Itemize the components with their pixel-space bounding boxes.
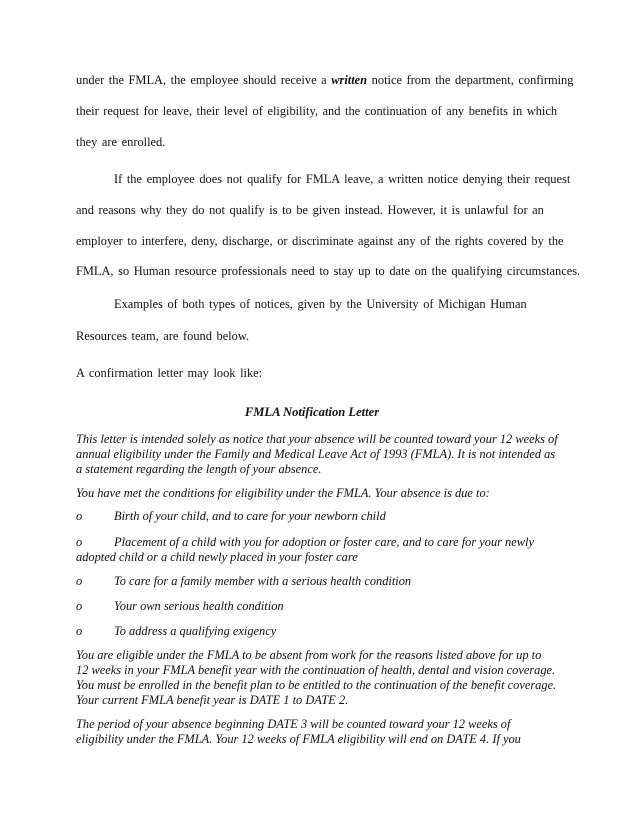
paragraph-1-line-2: their request for leave, their level of eligibility, and the continuation of any benefits in which (76, 104, 558, 118)
letter-period-line-1: The period of your absence beginning DATE 3 will be counted toward your 12 weeks of (76, 717, 511, 731)
letter-eligible-line-3: You must be enrolled in the benefit plan to be entitled to the continuation of the benefit coverage. (76, 678, 557, 692)
paragraph-3-line-2: Resources team, are found below. (76, 329, 250, 343)
bullet-marker: o (76, 624, 83, 638)
letter-title: FMLA Notification Letter (244, 405, 380, 419)
paragraph-1-line-3: they are enrolled. (76, 135, 166, 149)
letter-eligible-line-4: Your current FMLA benefit year is DATE 1 to DATE 2. (76, 693, 349, 707)
letter-intro-line-2: annual eligibility under the Family and Medical Leave Act of 1993 (FMLA). It is not intended as (76, 447, 556, 461)
bullet-2-text-line-2: adopted child or a child newly placed in your foster care (76, 550, 358, 564)
bullet-marker: o (76, 574, 83, 588)
bullet-3-text: To care for a family member with a serious health condition (114, 574, 412, 588)
emphasized-word: written (331, 73, 368, 87)
paragraph-2-line-3: employer to interfere, deny, discharge, or discriminate against any of the rights covered by the (76, 234, 564, 248)
letter-intro-line-1: This letter is intended solely as notice that your absence will be counted toward your 12 weeks of (76, 432, 558, 446)
letter-eligible-line-2: 12 weeks in your FMLA benefit year with the continuation of health, dental and vision coverage. (76, 663, 556, 677)
bullet-2-text-line-1: Placement of a child with you for adoption or foster care, and to care for your newly (114, 535, 534, 549)
letter-conditions: You have met the conditions for eligibility under the FMLA. Your absence is due to: (76, 486, 490, 500)
letter-intro-line-3: a statement regarding the length of your absence. (76, 462, 322, 476)
paragraph-2-line-1: If the employee does not qualify for FMLA leave, a written notice denying their request (114, 172, 571, 186)
bullet-4-text: Your own serious health condition (114, 599, 284, 613)
bullet-marker: o (76, 509, 83, 523)
bullet-1-text: Birth of your child, and to care for your newborn child (114, 509, 386, 523)
paragraph-2-line-2: and reasons why they do not qualify is to be given instead. However, it is unlawful for an (76, 203, 544, 217)
bullet-marker: o (76, 535, 83, 549)
text-span: under the FMLA, the employee should receive a (76, 73, 332, 87)
paragraph-3-line-1: Examples of both types of notices, given by the University of Michigan Human (114, 297, 527, 311)
text-span: notice from the department, confirming (367, 73, 574, 87)
bullet-marker: o (76, 599, 83, 613)
paragraph-4-line-1: A confirmation letter may look like: (76, 366, 263, 380)
paragraph-2-line-4: FMLA, so Human resource professionals need to stay up to date on the qualifying circumstances. (76, 264, 581, 278)
paragraph-1-line-1 (76, 73, 574, 88)
letter-eligible-line-1: You are eligible under the FMLA to be absent from work for the reasons listed above for up to (76, 648, 542, 662)
letter-period-line-2: eligibility under the FMLA. Your 12 weeks of FMLA eligibility will end on DATE 4. If you (76, 732, 521, 746)
bullet-5-text: To address a qualifying exigency (114, 624, 277, 638)
